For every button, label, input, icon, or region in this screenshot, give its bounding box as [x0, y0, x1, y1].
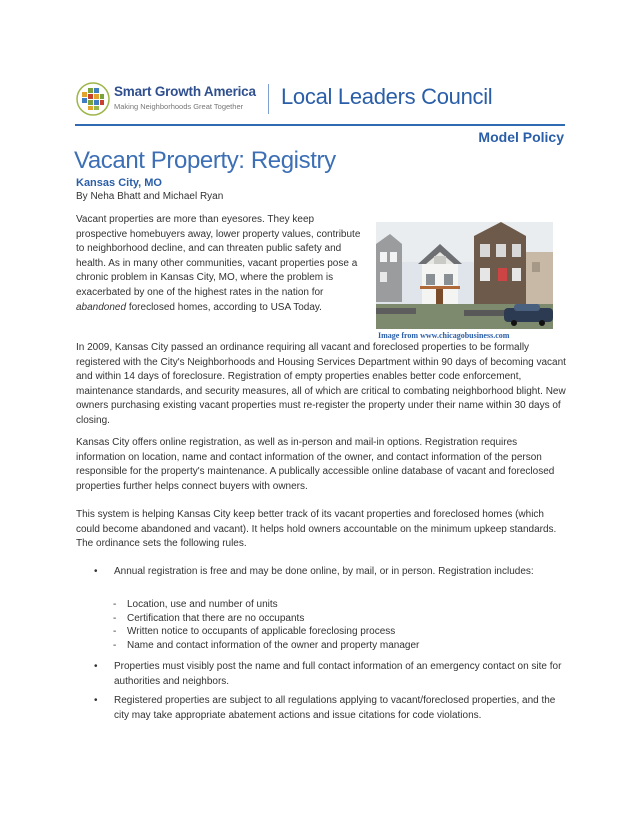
- list-item: [113, 625, 553, 639]
- org-name: Smart Growth America: [114, 84, 256, 99]
- body-paragraph-1: In 2009, Kansas City passed an ordinance requiring all vacant and foreclosed properties to be formally registered with the City's Neighborhoods and Housing Services Department within 90 days of becoming vacant and within 14 days of foreclosure. Registration of empty properties enables better code enforcement, maintenance standards, and security measures, all of which are critical to combating neighborhood blight. New owners purchasing existing vacant properties must re-register the property under their name within 30 days of closing.: [76, 342, 566, 426]
- rule-bullet-2: [94, 660, 564, 689]
- list-item-text: Name and contact information of the owner and property manager: [127, 639, 420, 651]
- list-item: [113, 639, 553, 653]
- page-title: Vacant Property: Registry: [74, 147, 336, 174]
- smart-growth-america-logo-icon: [76, 82, 110, 116]
- body-paragraph-3: This system is helping Kansas City keep better track of its vacant properties and foreclosed homes (which could become abandoned and vacant). It helps hold owners accountable on the minimum upkeep standards. The ordinance sets the following rules.: [76, 509, 557, 550]
- intro-emphasis: abandoned: [76, 301, 127, 313]
- image-caption: Image from www.chicagobusiness.com: [378, 331, 510, 340]
- registration-items-list: [113, 598, 553, 652]
- list-item-text: Certification that there are no occupants: [127, 612, 305, 624]
- rule-bullet-3: [94, 694, 564, 723]
- bullet-marker: •: [94, 566, 98, 577]
- list-item-text: Written notice to occupants of applicable foreclosing process: [127, 626, 396, 638]
- council-heading: Local Leaders Council: [281, 84, 493, 109]
- dash-marker: -: [113, 612, 117, 624]
- body-paragraph-2: Kansas City offers online registration, as well as in-person and mail-in options. Registration requires information on location, name and contact information of the owner, and contact information of the person responsible for the property's maintenance. A publically accessible online database of vacant and foreclosed properties further helps connect buyers with owners.: [76, 437, 555, 492]
- bullet-text: Annual registration is free and may be done online, by mail, or in person. Registration includes:: [114, 566, 534, 577]
- vacant-houses-photo: [376, 222, 553, 329]
- header-rule: [75, 124, 565, 126]
- section-label: Model Policy: [478, 129, 564, 145]
- bullet-marker: •: [94, 695, 98, 706]
- dash-marker: -: [113, 626, 117, 638]
- dash-marker: -: [113, 599, 117, 610]
- bullet-text: Properties must visibly post the name and full contact information of an emergency contact on site for authorities and neighbors.: [114, 661, 562, 687]
- byline: By Neha Bhatt and Michael Ryan: [76, 191, 224, 202]
- bullet-marker: •: [94, 661, 98, 672]
- intro-text: Vacant properties are more than eyesores. They keep prospective homebuyers away, lower property values, contribute to neighborhood decline, and can threaten public safety and health. As in many other communities, vacant properties pose a chronic problem in Kansas City, MO, where the problem is exacerbated by one of the highest rates in the nation for: [76, 214, 361, 298]
- intro-paragraph: [76, 213, 366, 315]
- list-item: [113, 598, 553, 612]
- intro-text-end: foreclosed homes, according to USA Today.: [126, 301, 322, 313]
- org-tagline: Making Neighborhoods Great Together: [114, 102, 244, 111]
- dash-marker: -: [113, 639, 117, 651]
- list-item-text: Location, use and number of units: [127, 599, 278, 610]
- bullet-text: Registered properties are subject to all regulations applying to vacant/foreclosed properties, and the city may take appropriate abatement actions and issue citations for code violations.: [114, 695, 556, 721]
- location-subtitle: Kansas City, MO: [76, 177, 162, 189]
- rule-bullet-1: [94, 565, 564, 580]
- header-divider: [268, 84, 269, 114]
- list-item: [113, 612, 553, 626]
